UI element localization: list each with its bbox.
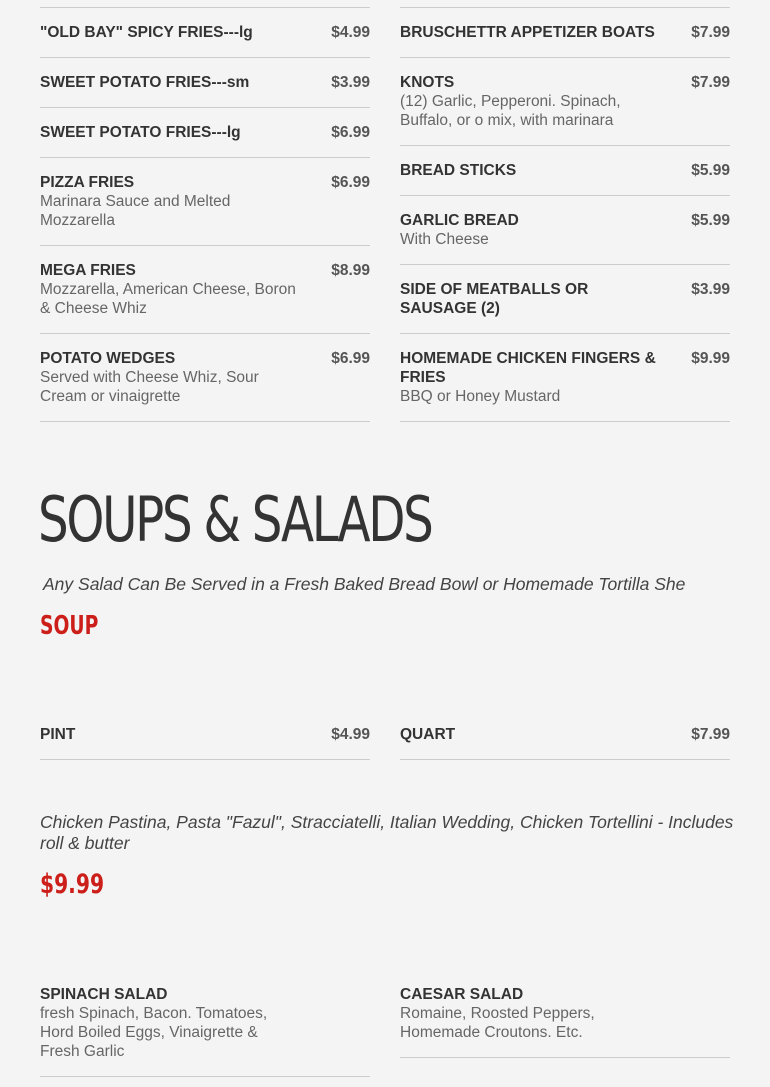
menu-item-description: Marinara Sauce and Melted Mozzarella [40, 193, 231, 229]
soup-size-right [400, 710, 730, 760]
menu-item-quart [400, 710, 730, 760]
menu-item-price: $7.99 [691, 74, 730, 91]
salad-left [40, 970, 370, 1077]
menu-item-caesar-salad [400, 970, 730, 1058]
menu-item-name: SIDE OF MEATBALLS OR SAUSAGE (2) [400, 281, 589, 317]
soup-subtitle: SOUP [40, 611, 99, 641]
menu-item-name: CAESAR SALAD [400, 986, 524, 1003]
appetizers-left-column [40, 8, 370, 422]
menu-item-spinach-salad [40, 970, 370, 1077]
menu-item-description: Served with Cheese Whiz, Sour Cream or vinaigrette [40, 369, 259, 405]
menu-item-name: QUART [400, 726, 456, 743]
menu-item-name: GARLIC BREAD [400, 212, 519, 229]
menu-item-name: SWEET POTATO FRIES---lg [40, 124, 241, 141]
menu-item-description: BBQ or Honey Mustard [400, 388, 561, 405]
menu-item-description: fresh Spinach, Bacon. Tomatoes, Hord Boiled Eggs, Vinaigrette & Fresh Garlic [40, 1005, 268, 1060]
menu-item [400, 146, 730, 196]
salad-right [400, 970, 730, 1058]
section-title: SOUPS & SALADS [38, 483, 432, 556]
menu-item-price: $7.99 [691, 24, 730, 41]
menu-item-description: Romaine, Roosted Peppers, Homemade Croutons. Etc. [400, 1005, 595, 1041]
menu-item-description: Mozzarella, American Cheese, Boron & Cheese Whiz [40, 281, 296, 317]
menu-item-price: $6.99 [331, 350, 370, 367]
soup-price: $9.99 [40, 869, 105, 900]
menu-item-name: SWEET POTATO FRIES---sm [40, 74, 250, 91]
menu-item-name: KNOTS [400, 74, 455, 91]
menu-item [400, 265, 730, 334]
menu-item [400, 8, 730, 58]
menu-item-name: HOMEMADE CHICKEN FINGERS & FRIES [400, 350, 656, 386]
menu-item [40, 58, 370, 108]
menu-item-name: BREAD STICKS [400, 162, 517, 179]
menu-item-name: PINT [40, 726, 76, 743]
appetizers-right-column [400, 8, 730, 422]
menu-item [400, 334, 730, 422]
menu-item-description: With Cheese [400, 231, 489, 248]
soup-size-left [40, 710, 370, 760]
menu-item-name: "OLD BAY" SPICY FRIES---lg [40, 24, 253, 41]
menu-item-name: MEGA FRIES [40, 262, 136, 279]
menu-item-price: $3.99 [331, 74, 370, 91]
menu-item-name: BRUSCHETTR APPETIZER BOATS [400, 24, 655, 41]
menu-item [40, 158, 370, 246]
menu-item-description: (12) Garlic, Pepperoni. Spinach, Buffalo, or o mix, with marinara [400, 93, 621, 129]
menu-item-name: PIZZA FRIES [40, 174, 135, 191]
menu-item [40, 334, 370, 422]
menu-item-pint [40, 710, 370, 760]
menu-item-price: $6.99 [331, 124, 370, 141]
menu-item [400, 58, 730, 146]
menu-item-price: $4.99 [331, 24, 370, 41]
soup-description: Chicken Pastina, Pasta "Fazul", Stracciatelli, Italian Wedding, Chicken Tortellini - Includes roll & butter [40, 812, 734, 853]
section-note: Any Salad Can Be Served in a Fresh Baked Bread Bowl or Homemade Tortilla She [43, 574, 686, 594]
menu-item-price: $8.99 [331, 262, 370, 279]
menu-item-price: $9.99 [691, 350, 730, 367]
menu-item-price: $5.99 [691, 212, 730, 229]
menu-item-price: $3.99 [691, 281, 730, 298]
menu-item [40, 8, 370, 58]
menu-item [400, 196, 730, 265]
menu-item-name: SPINACH SALAD [40, 986, 168, 1003]
menu-item-price: $7.99 [691, 726, 730, 743]
menu-item [40, 108, 370, 158]
menu-item-price: $5.99 [691, 162, 730, 179]
menu-item [40, 246, 370, 334]
menu-item-price: $4.99 [331, 726, 370, 743]
menu-item-name: POTATO WEDGES [40, 350, 176, 367]
menu-item-price: $6.99 [331, 174, 370, 191]
